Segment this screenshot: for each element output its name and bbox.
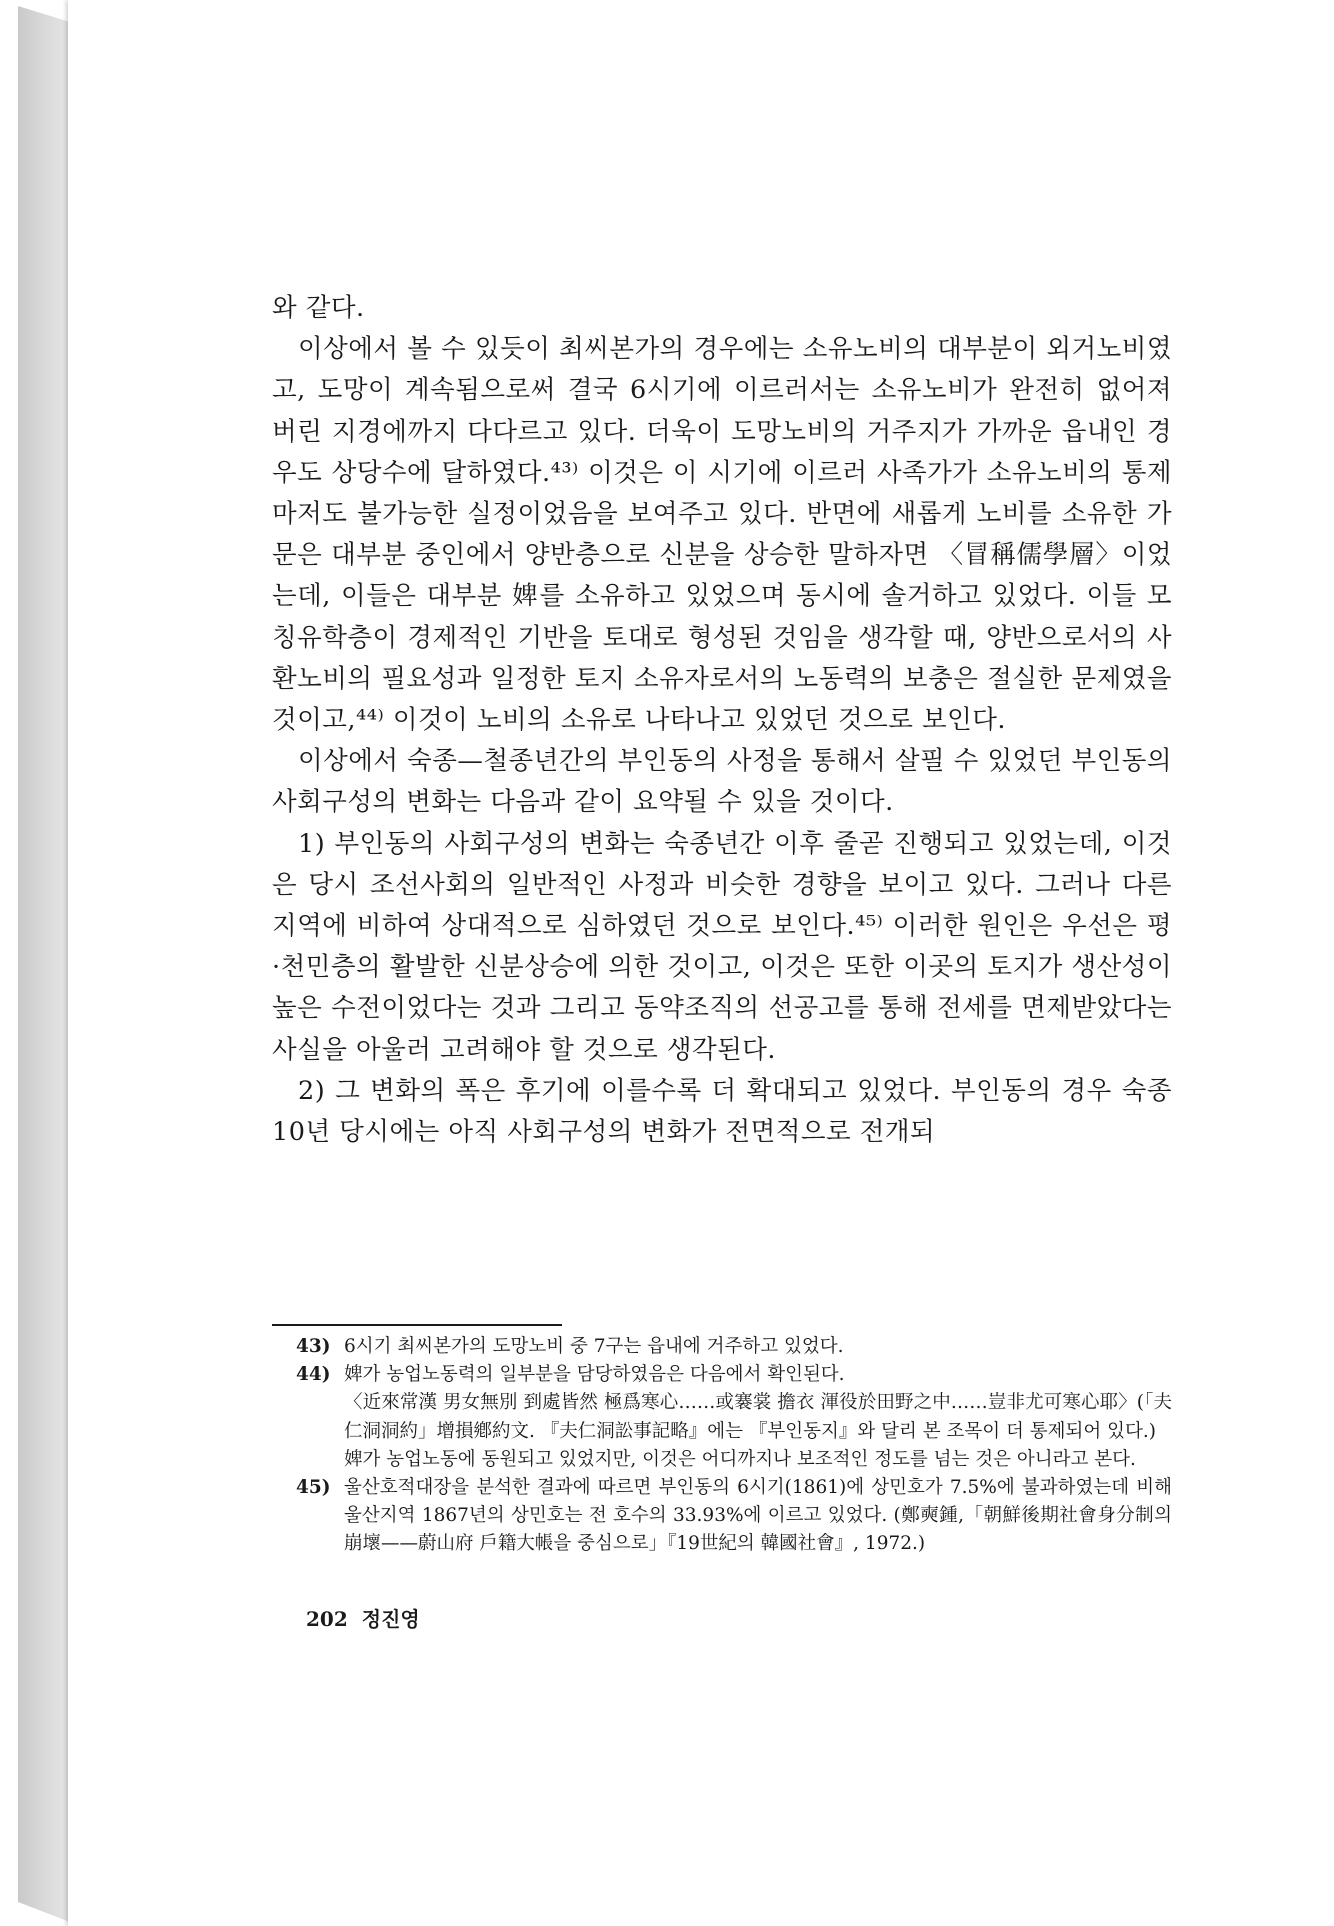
paragraph-0: 와 같다. bbox=[272, 293, 365, 323]
footnote-text: 울산호적대장을 분석한 결과에 따르면 부인동의 6시기(1861)에 상민호가 7.5%에 불과하였는데 비해 울산지역 1867년의 상민호는 전 호수의 33.93%에 이르고 있었다. (鄭奭鍾,「朝鮮後期社會身分制의 崩壞——蔚山府 戶籍大帳을 중심으로」『19世紀의 韓國社會』, 1972.) bbox=[344, 1477, 1172, 1555]
book-spine bbox=[18, 6, 70, 1922]
running-author: 정진영 bbox=[361, 1607, 420, 1631]
footnote-quote: 〈近來常漢 男女無別 到處皆然 極爲寒心……或褰裳 擔衣 渾役於田野之中……豈非尤可寒心耶〉(「夫仁洞洞約」增損鄕約文. 『夫仁洞訟事記略』에는 『부인동지』와 달리 본 조목이 더 통제되어 있다.) bbox=[344, 1392, 1172, 1442]
footnote-note: 婢가 농업노동에 동원되고 있었지만, 이것은 어디까지나 보조적인 정도를 넘는 것은 아니라고 본다. bbox=[344, 1448, 1136, 1470]
footnote-number: 43) bbox=[296, 1336, 331, 1357]
paragraph-1: 이상에서 볼 수 있듯이 최씨본가의 경우에는 소유노비의 대부분이 외거노비였고, 도망이 계속됨으로써 결국 6시기에 이르러서는 소유노비가 완전히 없어져 버린 지경에까지 다다르고 있다. 더욱이 도망노비의 거주지가 가까운 읍내인 경우도 상당수에 달하였다.⁴³⁾ 이것은 이 시기에 이르러 사족가가 소유노비의 통제마저도 불가능한 실정이었음을 보여주고 있다. 반면에 새롭게 노비를 소유한 가문은 대부분 중인에서 양반층으로 신분을 상승한 말하자면 〈冒稱儒學層〉이었는데, 이들은 대부분 婢를 소유하고 있었으며 동시에 솔거하고 있었다. 이들 모칭유학층이 경제적인 기반을 토대로 형성된 것임을 생각할 때, 양반으로서의 사환노비의 필요성과 일정한 토지 소유자로서의 노동력의 보충은 절실한 문제였을 것이고,⁴⁴⁾ 이것이 노비의 소유로 나타나고 있었던 것으로 보인다. bbox=[272, 334, 1172, 736]
footnote-text: 婢가 농업노동력의 일부분을 담당하였음은 다음에서 확인된다. bbox=[344, 1364, 845, 1386]
paragraph-4: 2) 그 변화의 폭은 후기에 이를수록 더 확대되고 있었다. 부인동의 경우 숙종 10년 당시에는 아직 사회구성의 변화가 전면적으로 전개되 bbox=[272, 1075, 1172, 1148]
main-text bbox=[272, 288, 1172, 1153]
paragraph-3: 1) 부인동의 사회구성의 변화는 숙종년간 이후 줄곧 진행되고 있었는데, 이것은 당시 조선사회의 일반적인 사정과 비슷한 경향을 보이고 있다. 그러나 다른 지역에 비하여 상대적으로 심하였던 것으로 보인다.⁴⁵⁾ 이러한 원인은 우선은 평·천민층의 활발한 신분상승에 의한 것이고, 이것은 또한 이곳의 토지가 생산성이 높은 수전이었다는 것과 그리고 동약조직의 선공고를 통해 전세를 면제받았다는 사실을 아울러 고려해야 할 것으로 생각된다. bbox=[272, 828, 1172, 1065]
footnotes bbox=[296, 1333, 1172, 1559]
footnote-number: 44) bbox=[296, 1364, 331, 1386]
footnote-text: 6시기 최씨본가의 도망노비 중 7구는 읍내에 거주하고 있었다. bbox=[344, 1336, 844, 1357]
footnote-44 bbox=[296, 1361, 1172, 1474]
footnote-43 bbox=[296, 1333, 1172, 1361]
page-folio bbox=[306, 1603, 420, 1632]
page-number: 202 bbox=[306, 1607, 348, 1631]
footnote-45 bbox=[296, 1474, 1172, 1559]
footnote-number: 45) bbox=[296, 1477, 331, 1499]
paragraph-2: 이상에서 숙종—철종년간의 부인동의 사정을 통해서 살필 수 있었던 부인동의 사회구성의 변화는 다음과 같이 요약될 수 있을 것이다. bbox=[272, 746, 1172, 818]
footnote-rule bbox=[272, 1324, 562, 1326]
